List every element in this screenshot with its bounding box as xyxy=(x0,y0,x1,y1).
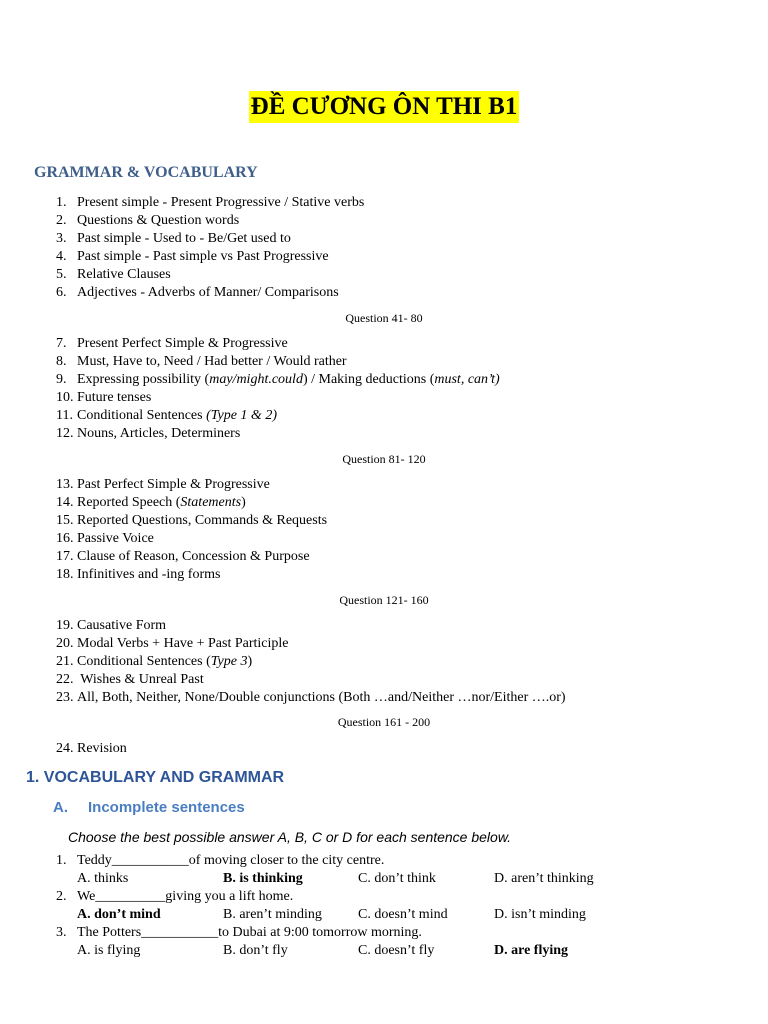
topic-text: Present Perfect Simple & Progressive xyxy=(77,336,288,351)
topic-text: Wishes & Unreal Past xyxy=(77,672,204,687)
topic-text: Reported Questions, Commands & Requests xyxy=(77,513,328,528)
topic-item xyxy=(56,284,339,302)
topic-text: Modal Verbs + Have + Past Participle xyxy=(77,636,289,651)
answer-options xyxy=(77,870,697,888)
topic-number: 18. xyxy=(56,567,74,582)
question-stem xyxy=(56,924,422,942)
topic-item xyxy=(56,230,291,248)
topic-text-italic: Statements xyxy=(180,495,242,510)
topic-item xyxy=(56,494,246,512)
topic-text: Present simple - Present Progressive / Stative verbs xyxy=(77,195,365,210)
topic-item xyxy=(56,353,347,371)
topic-number: 24. xyxy=(56,741,74,756)
question-text: The Potters___________to Dubai at 9:00 tomorrow morning. xyxy=(77,925,422,940)
topic-text: Revision xyxy=(77,741,127,756)
question-stem xyxy=(56,852,384,870)
subsection-letter: A. xyxy=(53,799,68,816)
question-number: 3. xyxy=(56,925,67,940)
topic-text: Causative Form xyxy=(77,618,167,633)
topic-item xyxy=(56,371,500,389)
topic-item xyxy=(56,425,240,443)
answer-option: B. don’t fly xyxy=(223,943,288,958)
topic-number: 3. xyxy=(56,231,67,246)
question-number: 1. xyxy=(56,853,67,868)
topic-text-italic: may/might.could xyxy=(209,372,303,387)
topic-item xyxy=(56,635,289,653)
title-container xyxy=(0,91,768,123)
answer-option: D. aren’t thinking xyxy=(494,871,594,886)
topic-text-italic: Type 3 xyxy=(210,654,248,669)
answer-option: A. thinks xyxy=(77,871,129,886)
topic-text: Passive Voice xyxy=(77,531,154,546)
topic-item xyxy=(56,248,329,266)
topic-number: 20. xyxy=(56,636,74,651)
answer-options xyxy=(77,906,697,924)
answer-option: A. is flying xyxy=(77,943,141,958)
answer-option-correct: A. don’t mind xyxy=(77,907,161,922)
topic-item xyxy=(56,335,288,353)
topic-number: 19. xyxy=(56,618,74,633)
topic-item xyxy=(56,740,127,758)
answer-option: B. aren’t minding xyxy=(223,907,322,922)
topic-text: ) xyxy=(247,654,253,669)
grammar-vocabulary-heading: GRAMMAR & VOCABULARY xyxy=(34,164,258,181)
topic-item xyxy=(56,530,154,548)
answer-options xyxy=(77,942,697,960)
section-heading-vocabulary-grammar: 1. VOCABULARY AND GRAMMAR xyxy=(26,769,285,786)
answer-option-correct: B. is thinking xyxy=(223,871,303,886)
topic-item xyxy=(56,194,364,212)
topic-number: 6. xyxy=(56,285,67,300)
topic-item xyxy=(56,671,204,689)
topic-text-italic: must, can’t) xyxy=(434,372,500,387)
topic-number: 16. xyxy=(56,531,74,546)
topic-number: 4. xyxy=(56,249,67,264)
topic-number: 23. xyxy=(56,690,74,705)
topic-number: 12. xyxy=(56,426,74,441)
topic-number: 8. xyxy=(56,354,67,369)
topic-text: Past simple - Past simple vs Past Progressive xyxy=(77,249,329,264)
topic-item xyxy=(56,266,171,284)
topic-number: 1. xyxy=(56,195,67,210)
topic-text: Must, Have to, Need / Had better / Would rather xyxy=(77,354,347,369)
topic-number: 13. xyxy=(56,477,74,492)
topic-item xyxy=(56,407,277,425)
topic-text: Relative Clauses xyxy=(77,267,171,282)
subsection-title: Incomplete sentences xyxy=(88,799,245,816)
topic-number: 11. xyxy=(56,408,73,423)
topic-item xyxy=(56,617,166,635)
topic-text: All, Both, Neither, None/Double conjunctions (Both …and/Neither …nor/Either ….or) xyxy=(77,690,566,705)
topic-item xyxy=(56,476,270,494)
topic-number: 17. xyxy=(56,549,74,564)
topic-number: 14. xyxy=(56,495,74,510)
document-title: ĐỀ CƯƠNG ÔN THI B1 xyxy=(249,91,520,123)
topic-text: Future tenses xyxy=(77,390,152,405)
topic-text: Expressing possibility ( xyxy=(77,372,210,387)
topic-text: Clause of Reason, Concession & Purpose xyxy=(77,549,310,564)
topic-number: 5. xyxy=(56,267,67,282)
question-range-1: Question 41- 80 xyxy=(345,311,423,325)
question-range-2: Question 81- 120 xyxy=(342,452,426,466)
topic-item xyxy=(56,653,252,671)
subsection-heading xyxy=(53,799,245,816)
topic-text: Nouns, Articles, Determiners xyxy=(77,426,241,441)
topic-text: Conditional Sentences xyxy=(77,408,207,423)
answer-option: D. isn’t minding xyxy=(494,907,586,922)
topic-text: Adjectives - Adverbs of Manner/ Comparisons xyxy=(77,285,339,300)
topic-item xyxy=(56,512,327,530)
topic-text: Past Perfect Simple & Progressive xyxy=(77,477,270,492)
topic-text: Infinitives and -ing forms xyxy=(77,567,221,582)
answer-option-correct: D. are flying xyxy=(494,943,569,958)
instruction-text: Choose the best possible answer A, B, C or D for each sentence below. xyxy=(68,829,512,845)
question-stem xyxy=(56,888,293,906)
answer-option: C. don’t think xyxy=(358,871,436,886)
topic-number: 15. xyxy=(56,513,74,528)
answer-option: C. doesn’t mind xyxy=(358,907,448,922)
topic-number: 10. xyxy=(56,390,74,405)
topic-text: Past simple - Used to - Be/Get used to xyxy=(77,231,291,246)
answer-option: C. doesn’t fly xyxy=(358,943,435,958)
topic-number: 2. xyxy=(56,213,67,228)
topic-item xyxy=(56,389,151,407)
topic-text-italic: (Type 1 & 2) xyxy=(206,408,277,423)
topic-number: 22. xyxy=(56,672,74,687)
topic-text: Questions & Question words xyxy=(77,213,240,228)
topic-number: 7. xyxy=(56,336,67,351)
topic-item xyxy=(56,548,310,566)
topic-text: Reported Speech ( xyxy=(77,495,181,510)
topic-text: ) xyxy=(241,495,246,510)
topic-text: ) / Making deductions ( xyxy=(302,372,435,387)
topic-item xyxy=(56,566,220,584)
topic-item xyxy=(56,212,239,230)
topic-text: Conditional Sentences ( xyxy=(77,654,211,669)
topic-number: 21. xyxy=(56,654,74,669)
question-text: Teddy___________of moving closer to the city centre. xyxy=(77,853,385,868)
question-text: We__________giving you a lift home. xyxy=(77,889,294,904)
question-range-4: Question 161 - 200 xyxy=(337,715,431,729)
question-number: 2. xyxy=(56,889,67,904)
topic-number: 9. xyxy=(56,372,67,387)
question-range-3: Question 121- 160 xyxy=(339,593,429,607)
topic-item xyxy=(56,689,566,707)
